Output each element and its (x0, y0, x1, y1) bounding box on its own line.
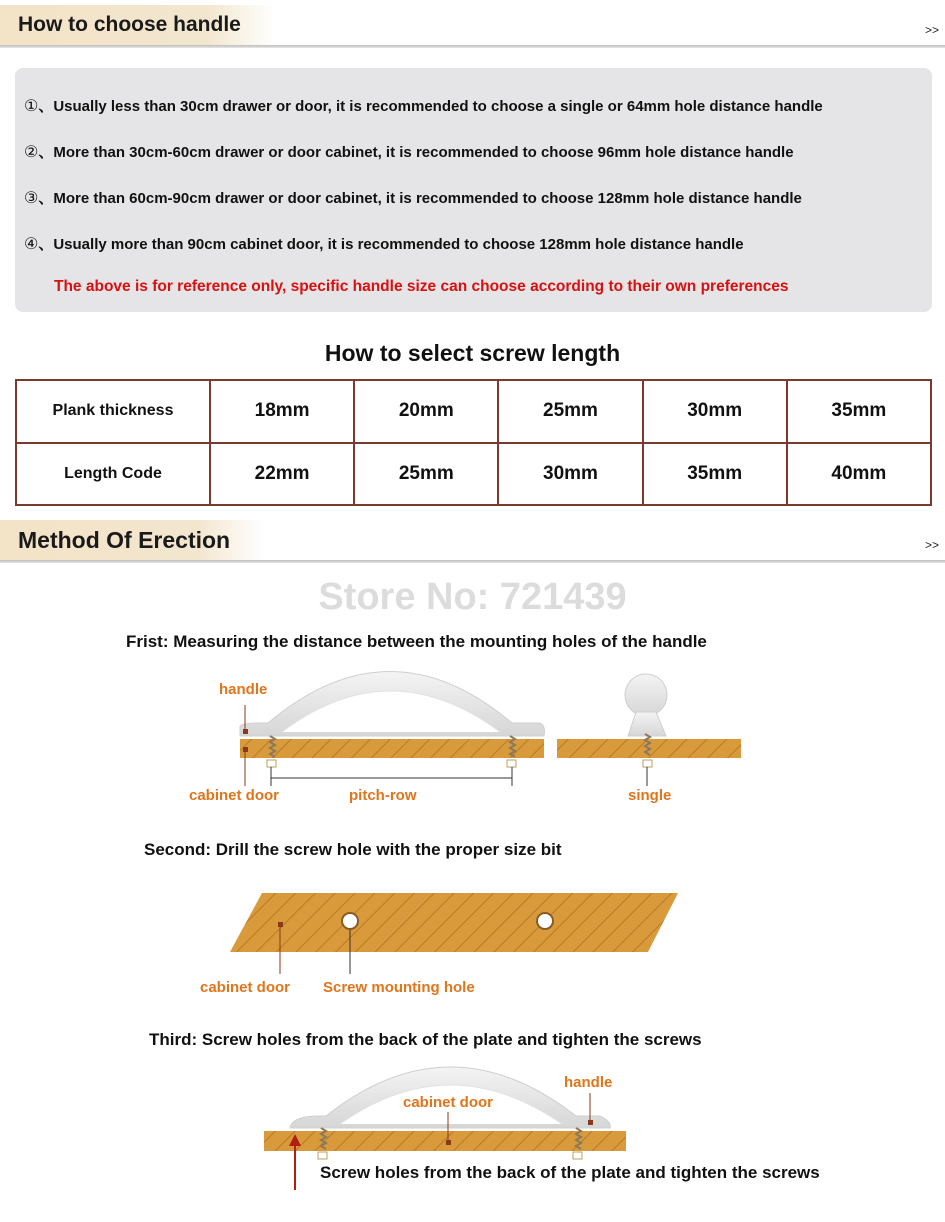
cabinet-door-board (264, 1131, 626, 1151)
tip-text: 、Usually less than 30cm drawer or door, it is recommended to choose a single or 64mm hole distance handle (38, 98, 823, 115)
step-third: Third: Screw holes from the back of the plate and tighten the screws (149, 1030, 702, 1049)
circled-number: ② (24, 144, 39, 161)
label-single: single (628, 787, 672, 804)
table-cell: 30mm (643, 380, 787, 443)
reference-note: The above is for reference only, specific handle size can choose according to their own preferences (54, 278, 789, 295)
tip-text: 、More than 60cm-90cm drawer or door cabinet, it is recommended to choose 128mm hole distance handle (38, 190, 802, 207)
tip-text: 、Usually more than 90cm cabinet door, it is recommended to choose 128mm hole distance handle (38, 236, 744, 253)
label-handle: handle (219, 681, 268, 698)
label-pitch-row: pitch-row (349, 787, 417, 804)
cabinet-door-board (240, 739, 544, 758)
table-cell: 22mm (210, 443, 354, 506)
row-header: Length Code (16, 443, 210, 506)
single-knob-diagram (557, 674, 741, 786)
table-cell: 40mm (787, 443, 931, 506)
circled-number: ① (24, 98, 39, 115)
step-second: Second: Drill the screw hole with the proper size bit (144, 840, 562, 859)
row-header: Plank thickness (16, 380, 210, 443)
handle-diagram (240, 672, 545, 787)
label-cabinet-door: cabinet door (403, 1094, 494, 1111)
step-first: Frist: Measuring the distance between the mounting holes of the handle (126, 632, 707, 651)
table-cell: 35mm (787, 380, 931, 443)
mounting-hole (342, 913, 358, 929)
table-cell: 25mm (354, 443, 498, 506)
cabinet-door-board (230, 893, 678, 952)
section-title: Method Of Erection (0, 520, 264, 560)
drilled-board-diagram (230, 893, 678, 974)
tip-text: 、More than 30cm-60cm drawer or door cabinet, it is recommended to choose 96mm hole distance handle (38, 144, 794, 161)
section-title: How to choose handle (0, 5, 275, 45)
label-cabinet-door: cabinet door (200, 979, 291, 996)
circled-number: ④ (24, 236, 39, 253)
more-link[interactable]: >> (924, 23, 939, 37)
store-watermark: Store No: 721439 (318, 576, 627, 618)
caption-third: Screw holes from the back of the plate and tighten the screws (320, 1163, 820, 1182)
label-screw-mounting-hole: Screw mounting hole (323, 979, 475, 996)
table-cell: 18mm (210, 380, 354, 443)
table-cell: 20mm (354, 380, 498, 443)
circled-number: ③ (24, 190, 39, 207)
more-link[interactable]: >> (924, 538, 939, 552)
table-cell: 30mm (498, 443, 642, 506)
mounting-hole (537, 913, 553, 929)
table-cell: 35mm (643, 443, 787, 506)
label-cabinet-door: cabinet door (189, 787, 280, 804)
label-handle: handle (564, 1074, 613, 1091)
table-cell: 25mm (498, 380, 642, 443)
screw-length-title: How to select screw length (324, 340, 621, 366)
